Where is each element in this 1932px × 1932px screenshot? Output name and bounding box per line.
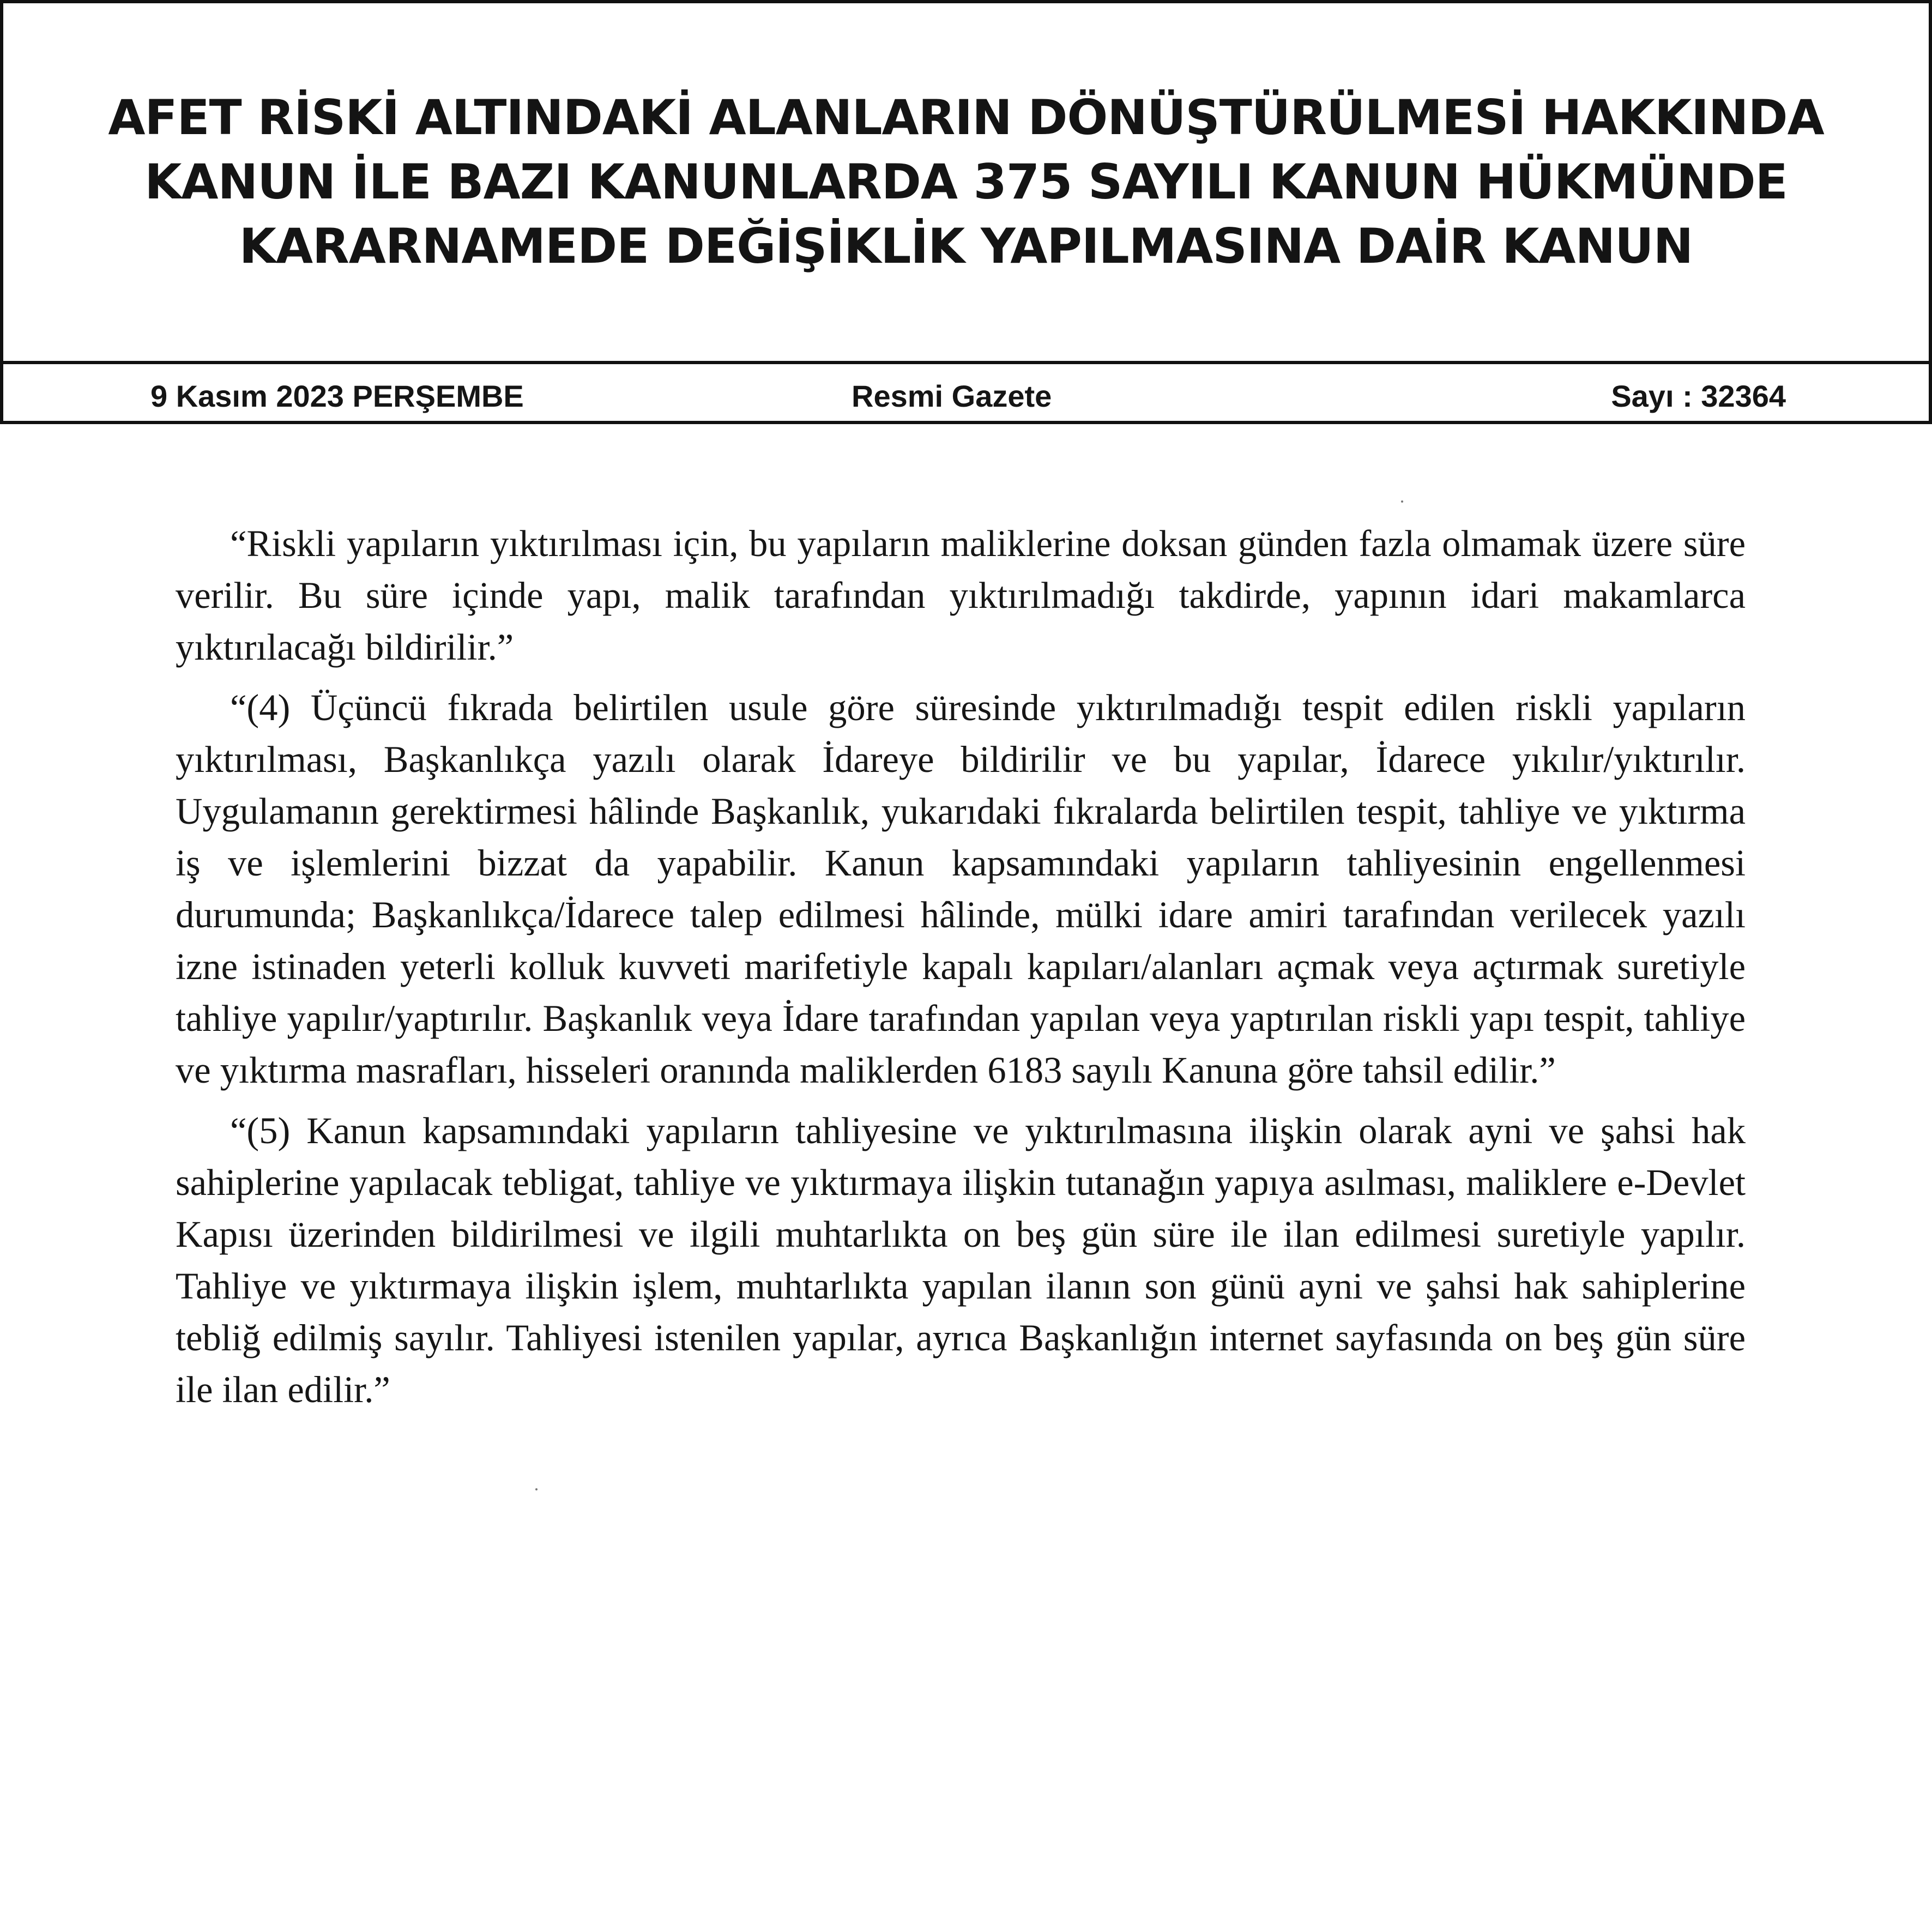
publication-name: Resmi Gazete: [852, 379, 1052, 413]
paragraph-riskli-yapilar: “Riskli yapıların yıktırılması için, bu yapıların maliklerine doksan günden fazla olmamak üzere süre verilir. Bu süre içinde yapı, malik tarafından yıktırılmadığı takdirde, yapının idari makamlarca yıktırılacağı bildirilir.”: [176, 523, 1746, 668]
header-frame: [0, 0, 1932, 424]
paragraph-fikra-4: “(4) Üçüncü fıkrada belirtilen usule göre süresinde yıktırılmadığı tespit edilen riskli yapıların yıktırılması, Başkanlıkça yazılı olarak İdareye bildirilir ve bu yapılar, İdarece yıkılır/yıktırılır. Uygulamanın gerektirmesi hâlinde Başkanlık, yukarıdaki fıkralarda belirtilen tespit, tahliye ve yıktırma iş ve işlemlerini bizzat da yapabilir. Kanun kapsamındaki yapıların tahliyesinin engellenmesi durumunda; Başkanlıkça/İdarece talep edilmesi hâlinde, mülki idare amiri tarafından verilecek yazılı izne istinaden yeterli kolluk kuvveti marifetiyle kapalı kapıları/alanları açmak veya açtırmak suretiyle tahliye yapılır/yaptırılır. Başkanlık veya İdare tarafından yapılan veya yaptırılan riskli yapı tespit, tahliye ve yıktırma masrafları, hisseleri oranında maliklerden 6183 sayılı Kanuna göre tahsil edilir.”: [176, 687, 1746, 1091]
paragraph-fikra-5: “(5) Kanun kapsamındaki yapıların tahliyesine ve yıktırılmasına ilişkin olarak ayni ve şahsi hak sahiplerine yapılacak tebligat, tahliye ve yıktırmaya ilişkin tutanağın yapıya asılması, maliklere e-Devlet Kapısı üzerinden bildirilmesi ve ilgili muhtarlıkta on beş gün süre ile ilan edilmesi suretiyle yapılır. Tahliye ve yıktırmaya ilişkin işlem, muhtarlıkta yapılan ilanın son günü ayni ve şahsi hak sahiplerine tebliğ edilmiş sayılır. Tahliyesi istenilen yapılar, ayrıca Başkanlığın internet sayfasında on beş gün süre ile ilan edilir.”: [176, 1110, 1746, 1410]
scan-speck: [535, 1488, 538, 1490]
scan-speck: [1401, 500, 1403, 503]
law-title: AFET RİSKİ ALTINDAKİ ALANLARIN DÖNÜŞTÜRÜLMESİ HAKKINDA KANUN İLE BAZI KANUNLARDA 375 SAYILI KANUN HÜKMÜNDE KARARNAMEDE DEĞİŞİKLİK YAPILMASINA DAİR KANUN: [108, 89, 1824, 274]
issue-number: Sayı : 32364: [1611, 379, 1786, 413]
publication-info-bar: [3, 361, 1929, 421]
title-box: [3, 3, 1929, 361]
law-text-body: [176, 518, 1746, 1424]
publication-date: 9 Kasım 2023 PERŞEMBE: [150, 379, 524, 413]
